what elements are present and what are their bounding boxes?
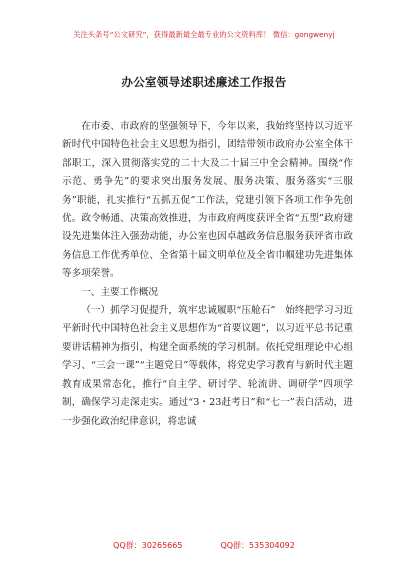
header-banner: 关注头条号“公文研究”，获得最新最全最专业的公文资料库！ 微信：gongwenyj [73, 30, 335, 39]
footer-qq-group-2: QQ群：535304092 [220, 541, 295, 550]
footer [0, 540, 408, 551]
footer-qq-group-1: QQ群：30265665 [113, 541, 183, 550]
section-heading: 一、主要工作概况 [81, 286, 158, 298]
paragraph-intro: 在市委、市政府的坚强领导下，今年以来，我始终坚持以习近平新时代中国特色社会主义思想为指引，团结带领市政府办公室全体干部职工，深入贯彻落实党的二十大及二十届三中全会精神。围绕“作示范、勇争先”的要求突出服务发展、服务决策、服务落实“三服务”职能，扎实推行“五抓五促”工作法，党建引领下各项工作争先创优。政令畅通、决策高效推进，为市政府两度获评全省“五型”政府建设先进集体注入强劲动能，办公室也因卓越政务信息服务获评省市政务信息工作优秀单位、全省第十届文明单位及全省巾帼建功先进集体等多项荣誉。 [62, 121, 353, 280]
paragraph-subsection-1: （一）抓学习促提升，筑牢忠诚履职“压舱石” 始终把学习习近平新时代中国特色社会主义思想作为“首要议题”，以习近平总书记重要讲话精神为指引，构建全面系统的学习机制。依托党组理论中心组学习、“三会一课”“主题党日”等载体，将党史学习教育与新时代主题教育成果常态化，推行“自主学、研讨学、轮流讲、调研学”四项学制，确保学习走深走实。通过“3・23赶考日”和“七一”表白活动，进一步强化政治纪律意识，将忠诚 [62, 305, 353, 427]
document-title: 办公室领导述职述廉述工作报告 [121, 75, 287, 89]
document-body [62, 118, 353, 431]
